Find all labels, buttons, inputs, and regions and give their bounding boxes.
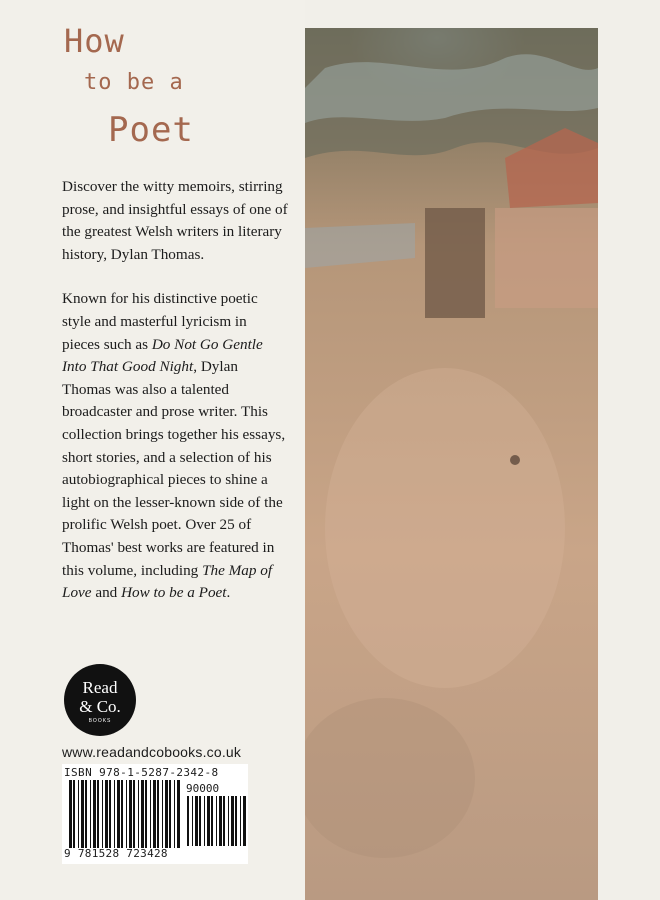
barcode-bar <box>114 780 115 848</box>
barcode-bar <box>169 780 171 848</box>
price-code: 90000 <box>186 782 220 795</box>
publisher-logo: Read & Co. BOOKS <box>64 664 136 736</box>
barcode-bar <box>126 780 127 848</box>
barcode-bar <box>105 780 108 848</box>
barcode-bar <box>81 780 84 848</box>
barcode-bar <box>228 796 229 846</box>
barcode-bar <box>219 796 222 846</box>
barcode-bar <box>174 780 175 848</box>
barcode-bar <box>216 796 217 846</box>
book-title <box>62 18 282 168</box>
barcode-bar <box>231 796 234 846</box>
barcode-bar <box>69 780 72 848</box>
barcode-bar <box>223 796 225 846</box>
barcode-bar <box>162 780 163 848</box>
barcode-bar <box>199 796 201 846</box>
barcode-bar <box>129 780 132 848</box>
barcode-bar <box>150 780 151 848</box>
work-title-map-of-love: The Map of Love <box>62 561 273 602</box>
barcode-bar <box>195 796 198 846</box>
barcode-bar <box>204 796 205 846</box>
barcode-bar <box>73 780 75 848</box>
barcode-bar <box>211 796 213 846</box>
barcode-bar <box>141 780 144 848</box>
barcode-digits: 9 781528 723428 <box>64 847 168 860</box>
title-line-1: How <box>64 22 125 60</box>
barcode-bar <box>133 780 135 848</box>
cover-painting <box>305 28 598 900</box>
barcode-bar <box>192 796 193 846</box>
title-line-3: Poet <box>108 110 194 150</box>
barcode-bar <box>90 780 91 848</box>
blurb <box>62 176 288 627</box>
barcode-bar <box>235 796 237 846</box>
blurb-paragraph-1: Discover the witty memoirs, stirring prose, and insightful essays of one of the greatest Welsh writers in literary history, Dylan Thomas. <box>62 178 288 263</box>
isbn-label: ISBN 978-1-5287-2342-8 <box>64 766 219 779</box>
isbn-barcode <box>62 764 248 864</box>
barcode-bar <box>177 780 180 848</box>
barcode-bar <box>207 796 210 846</box>
barcode-bar <box>138 780 139 848</box>
barcode-bar <box>93 780 96 848</box>
barcode-bar <box>85 780 87 848</box>
barcode-bar <box>97 780 99 848</box>
barcode-bar <box>153 780 156 848</box>
barcode-bar <box>78 780 79 848</box>
barcode-bar <box>121 780 123 848</box>
barcode-bars-addon <box>186 796 246 846</box>
barcode-bar <box>165 780 168 848</box>
blurb-paragraph-2: Known for his distinctive poetic style and masterful lyricism in pieces such as Do Not Go Gentle Into That Good Night, Dylan Thomas was also a talented broadcaster and prose writer. This collection brings together his essays, short stories, and a selection of his autobiographical pieces to shine a light on the lesser-known side of the prolific Welsh poet. Over 25 of Thomas' best works are featured in this volume, including The Map of Love and How to be a Poet. <box>62 290 286 602</box>
barcode-bars-main <box>68 780 180 848</box>
barcode-bar <box>145 780 147 848</box>
barcode-bar <box>157 780 159 848</box>
title-line-2: to be a <box>84 70 184 95</box>
work-title-do-not-go-gentle: Do Not Go Gentle Into That Good Night <box>62 335 263 376</box>
barcode-bar <box>187 796 189 846</box>
barcode-bar <box>109 780 111 848</box>
work-title-how-to-be-a-poet: How to be a Poet <box>121 584 227 602</box>
barcode-bar <box>243 796 246 846</box>
barcode-bar <box>117 780 120 848</box>
barcode-bar <box>240 796 241 846</box>
publisher-url[interactable]: www.readandcobooks.co.uk <box>62 744 242 760</box>
barcode-bar <box>102 780 103 848</box>
